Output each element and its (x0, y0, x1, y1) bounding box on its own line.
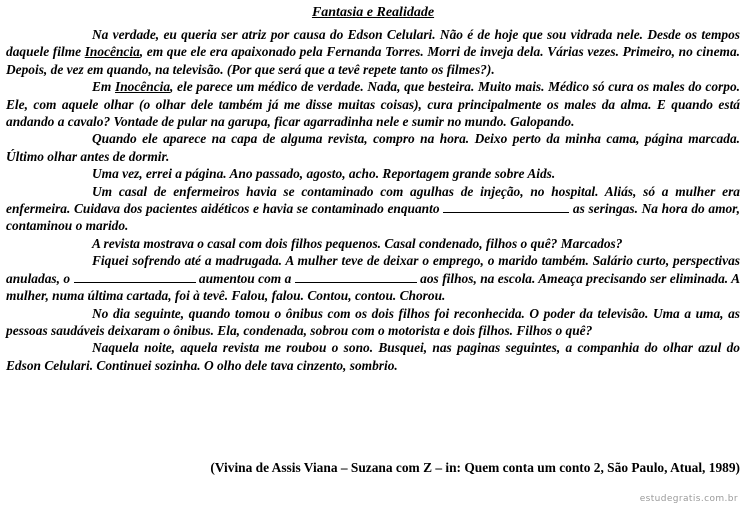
fill-in-blank (443, 200, 569, 213)
paragraph-text: aumentou com a (195, 270, 295, 286)
paragraph-text: Em (92, 79, 115, 95)
paragraph-7 (6, 252, 740, 304)
paragraph-6: A revista mostrava o casal com dois filhos pequenos. Casal condenado, filhos o quê? Marcados? (92, 235, 623, 251)
paragraph-text: Um casal de enfermeiros havia se contaminado com agulhas de injeção, no hospital. Aliás, só a mulher era enfermeira. Cuidava dos pacientes aidéticos e havia se contaminado enquanto (6, 183, 740, 217)
site-watermark: estudegratis.com.br (639, 494, 738, 504)
source-citation: (Vivina de Assis Viana – Suzana com Z – in: Quem conta um conto 2, São Paulo, Atual, 1989) (210, 460, 740, 475)
paragraph-8: No dia seguinte, quando tomou o ônibus com os dois filhos foi reconhecida. O poder da televisão. Uma a uma, as pessoas saudáveis deixaram o ônibus. Ela, condenada, sobrou com o motorista e dois filhos. Filhos o quê? (6, 305, 740, 338)
paragraph-2 (6, 78, 740, 130)
paragraph-3: Quando ele aparece na capa de alguma revista, compro na hora. Deixo perto da minha cama, página marcada. Último olhar antes de dormir. (6, 131, 740, 164)
paragraph-text: Na verdade, eu queria ser atriz por causa do Edson Celulari. Não é de hoje que sou vidrada nele. Desde os tempos daquele filme (6, 27, 740, 60)
paragraph-text: aos filhos, na escola. Ameaça precisando ser eliminada. A mulher, numa última cartada, foi à tevê. Falou, falou. Contou, contou. Chorou. (6, 270, 741, 304)
paragraph-text: as seringas. Na hora do amor, contaminou o marido. (6, 201, 741, 234)
fill-in-blank (295, 270, 417, 283)
story-body (6, 26, 740, 374)
paragraph-text: Fiquei sofrendo até a madrugada. A mulher teve de deixar o emprego, o marido também. Salário curto, perspectivas anuladas, o (6, 253, 740, 286)
movie-title: Inocência (84, 44, 140, 60)
paragraph-5 (6, 183, 740, 235)
paragraph-text: , em que ele era apaixonado pela Fernanda Torres. Morri de inveja dela. Várias vezes. Primeiro, no cinema. Depois, de vez em quando, na televisão. (Por que será que a tevê repete tanto os filmes?). (6, 44, 740, 77)
movie-title: Inocência (115, 79, 171, 95)
paragraph-4: Uma vez, errei a página. Ano passado, agosto, acho. Reportagem grande sobre Aids. (92, 166, 556, 182)
paragraph-9: Naquela noite, aquela revista me roubou o sono. Busquei, nas paginas seguintes, a companhia do olhar azul do Edson Celulari. Continuei sozinha. O olho dele tava cinzento, sombrio. (6, 340, 740, 373)
document-page (6, 4, 740, 374)
fill-in-blank (74, 270, 196, 283)
paragraph-1 (6, 26, 740, 78)
document-title: Fantasia e Realidade (311, 5, 435, 20)
paragraph-text: , ele parece um médico de verdade. Nada, que besteira. Muito mais. Médico só cura os males do corpo. Ele, com aquele olhar (o olhar dele também já me disse muitas coisas), cura principalmente os males da alma. E quando está andando a cavalo? Vontade de pular na garupa, ficar agarradinha nele e sumir no mundo. Galopando. (6, 79, 740, 130)
